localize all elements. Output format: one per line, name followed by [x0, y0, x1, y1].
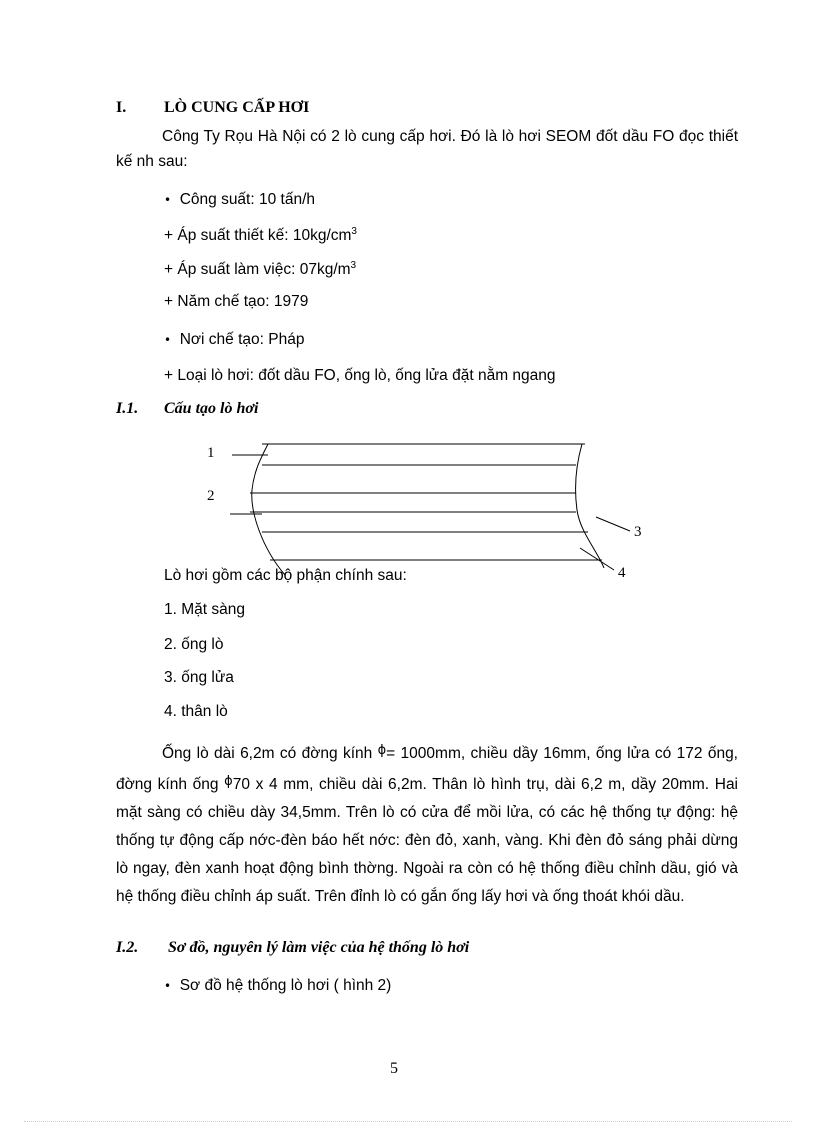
diagram-label: 3	[634, 524, 642, 540]
bullet-icon: •	[164, 979, 172, 993]
pointer-line	[580, 548, 614, 570]
page-number: 5	[390, 1060, 398, 1077]
spec-item: + Áp suất thiết kế: $10kg/cm^3$	[164, 226, 357, 244]
diagram-label: 1	[207, 445, 215, 461]
pointer-line	[596, 517, 630, 531]
bullet-icon: •	[164, 333, 172, 347]
diagram-left-edge	[252, 444, 285, 575]
spec-item: • Công suất: 10 tấn/h	[164, 191, 315, 208]
parts-intro: Lò hơi gồm các bộ phận chính sau:	[164, 567, 407, 584]
section-title: LÒ CUNG CẤP HƠI	[164, 99, 310, 116]
section-number: I.	[116, 99, 127, 116]
phi-symbol: ϕ	[377, 743, 387, 758]
part-item: 1. Mặt sàng	[164, 601, 245, 618]
subsection-title: Cấu tạo lò hơi	[164, 400, 259, 417]
subsection-number: I.2.	[116, 939, 139, 956]
spec-item: + Loại lò hơi: đốt dầu FO, ống lò, ống lửa đặt nằm ngang	[164, 367, 556, 384]
schema-bullet: • Sơ đồ hệ thống lò hơi ( hình 2)	[164, 977, 392, 994]
part-item: 2. ống lò	[164, 636, 224, 653]
bullet-icon: •	[164, 193, 172, 207]
part-item: 4. thân lò	[164, 703, 228, 720]
intro-text: Công Ty Rọu Hà Nội có 2 lò cung cấp hơi. Đó là lò hơi SEOM đốt dầu FO đọc thiết kế nh sau:	[116, 128, 738, 170]
subsection-number: I.1.	[116, 400, 139, 417]
spec-item: + Áp suất làm việc: $07kg/m^3$	[164, 260, 357, 278]
spec-item: • Nơi chế tạo: Pháp	[164, 331, 305, 348]
subsection-title: Sơ đồ, nguyên lý làm việc của hệ thống lò hơi	[168, 939, 470, 956]
spec-item: + Năm chế tạo: 1979	[164, 293, 309, 310]
diagram-label: 2	[207, 488, 215, 504]
description-paragraph: Ống lò dài 6,2m có đờng kính $^\phi$= 1000mm, chiều dầy 16mm, ống lửa có 172 ống, đờng kính ống $^\phi$70 x 4 mm, chiều dài 6,2m. Thân lò hình trụ, dài 6,2 m, dầy 20mm. Hai mặt sàng có chiều dày 34,5mm. Trên lò có cửa để mồi lửa, có các hệ thống tự động: hệ thống tự động cấp nớc-đèn báo hết nớc: đèn đỏ, xanh, vàng. Khi đèn đỏ sáng phải dừng lò ngay, đèn xanh hoạt động bình thờng. Ngoài ra còn có hệ thống điều chỉnh dầu, gió và hệ thống điều chỉnh áp suất. Trên đỉnh lò có gắn ống lấy hơi và ống thoát khói dầu.	[116, 743, 739, 905]
diagram-label: 4	[618, 565, 626, 581]
page-bottom-rule	[24, 1121, 792, 1122]
phi-symbol: ϕ	[224, 774, 233, 789]
diagram-right-edge	[576, 444, 604, 568]
part-item: 3. ống lửa	[164, 669, 234, 686]
